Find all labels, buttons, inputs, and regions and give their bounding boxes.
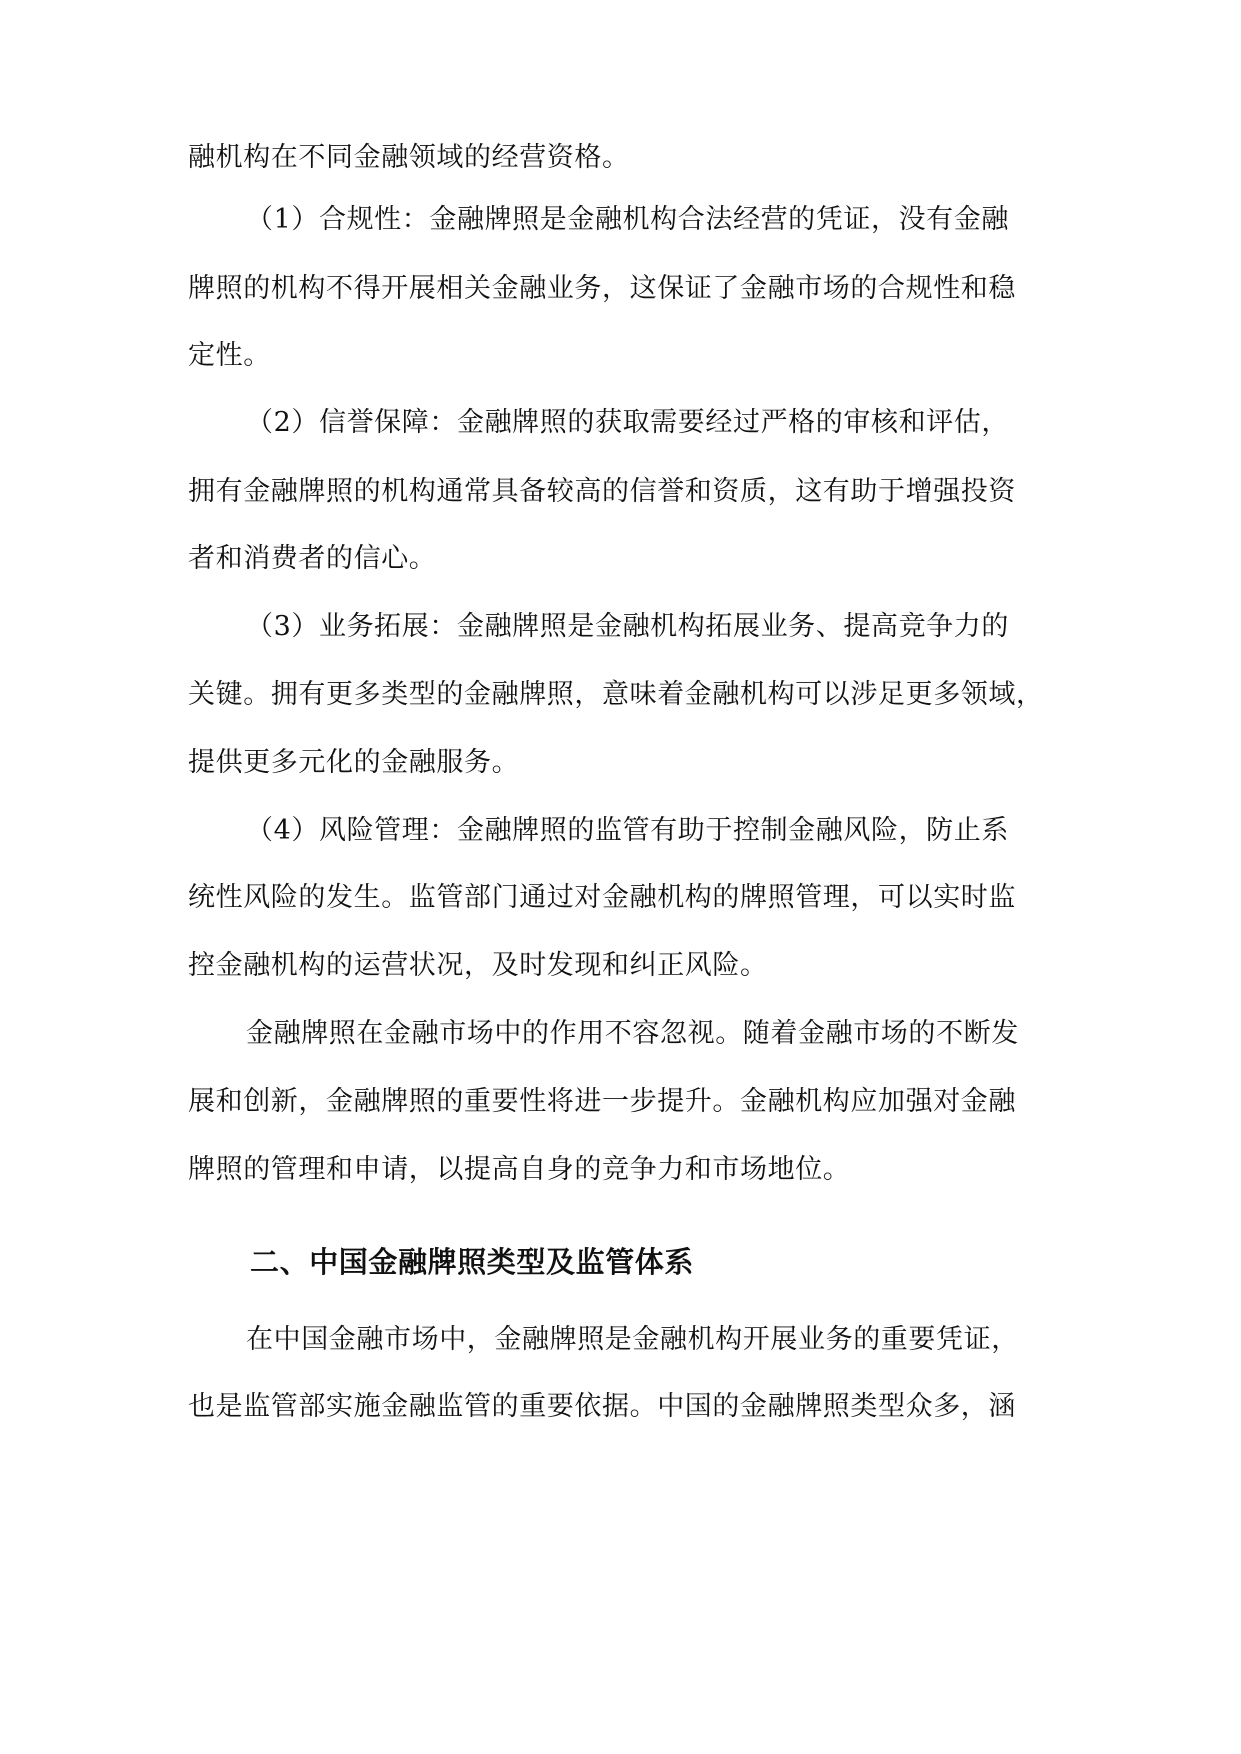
text-line: 控金融机构的运营状况，及时发现和纠正风险。 xyxy=(188,950,768,981)
text-line: （4）风险管理：金融牌照的监管有助于控制金融风险，防止系 xyxy=(246,815,1009,846)
text-line: 也是监管部实施金融监管的重要依据。中国的金融牌照类型众多，涵 xyxy=(188,1391,1016,1422)
text-line: 展和创新，金融牌照的重要性将进一步提升。金融机构应加强对金融 xyxy=(188,1086,1016,1117)
text-line: 提供更多元化的金融服务。 xyxy=(188,747,520,778)
text-line: 拥有金融牌照的机构通常具备较高的信誉和资质，这有助于增强投资 xyxy=(188,476,1016,507)
text-line: 者和消费者的信心。 xyxy=(188,543,437,574)
text-line: （1）合规性：金融牌照是金融机构合法经营的凭证，没有金融 xyxy=(246,204,1009,235)
section-heading: 二、中国金融牌照类型及监管体系 xyxy=(250,1245,695,1279)
text-line: 牌照的机构不得开展相关金融业务，这保证了金融市场的合规性和稳 xyxy=(188,273,1016,304)
text-line: 融机构在不同金融领域的经营资格。 xyxy=(188,142,630,173)
text-line: 关键。拥有更多类型的金融牌照，意味着金融机构可以涉足更多领域， xyxy=(188,679,1044,710)
text-line: 牌照的管理和申请，以提高自身的竞争力和市场地位。 xyxy=(188,1154,851,1185)
text-line: 统性风险的发生。监管部门通过对金融机构的牌照管理，可以实时监 xyxy=(188,882,1016,913)
text-line: 金融牌照在金融市场中的作用不容忽视。随着金融市场的不断发 xyxy=(246,1018,1019,1049)
text-line: （3）业务拓展：金融牌照是金融机构拓展业务、提高竞争力的 xyxy=(246,611,1009,642)
text-line: 在中国金融市场中，金融牌照是金融机构开展业务的重要凭证， xyxy=(246,1324,1019,1355)
text-line: 定性。 xyxy=(188,340,271,371)
text-line: （2）信誉保障：金融牌照的获取需要经过严格的审核和评估， xyxy=(246,407,1009,438)
